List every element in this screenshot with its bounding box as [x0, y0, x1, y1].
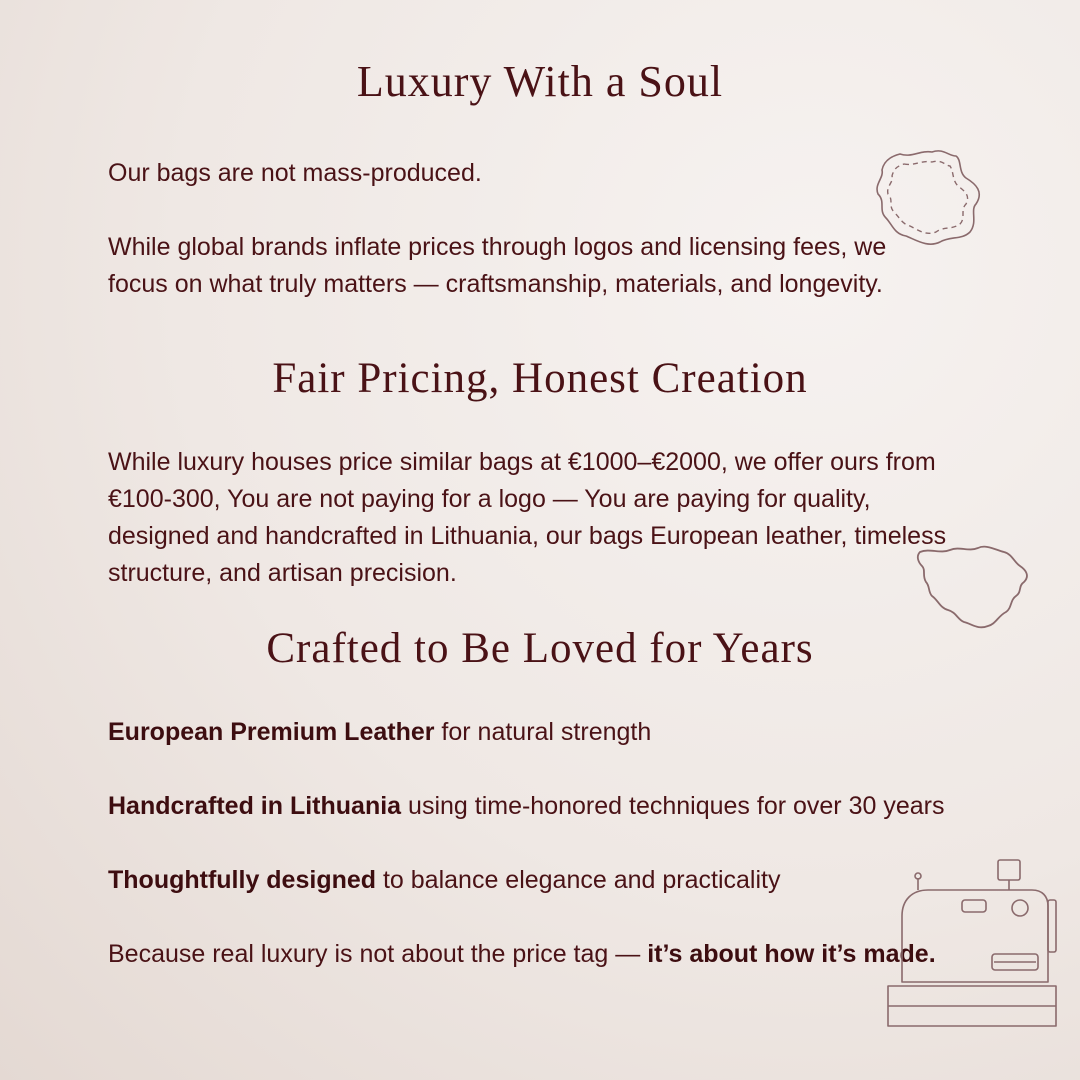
- feature-leather: [108, 714, 651, 751]
- lithuania-map-icon: [912, 540, 1034, 636]
- intro-line: Our bags are not mass-produced.: [108, 159, 482, 187]
- closing-bold: it’s about how it’s made.: [647, 940, 936, 968]
- leather-hide-icon: [872, 144, 984, 248]
- closing-text: Because real luxury is not about the price tag —: [108, 940, 648, 968]
- closing-statement: [108, 936, 936, 973]
- section-title-luxury: Luxury With a Soul: [356, 57, 724, 106]
- feature-designed-bold: Thoughtfully designed: [108, 866, 377, 894]
- pricing-paragraph: While luxury houses price similar bags at €1000–€2000, we offer ours from €100-300, You are not paying for a logo — You are paying for quality, designed and handcrafted in Lithuania, our bags European leather, timeless structure, and artisan precision.: [108, 448, 947, 587]
- feature-designed-text: to balance elegance and practicality: [376, 866, 781, 894]
- feature-handcrafted: [108, 788, 944, 825]
- feature-designed: [108, 862, 780, 899]
- section-title-pricing: Fair Pricing, Honest Creation: [272, 355, 808, 402]
- sewing-machine-icon: [882, 856, 1062, 1032]
- section-title-crafted: Crafted to Be Loved for Years: [266, 625, 814, 672]
- feature-leather-bold: European Premium Leather: [108, 718, 435, 746]
- feature-leather-text: for natural strength: [434, 718, 652, 746]
- intro-paragraph: While global brands inflate prices through logos and licensing fees, we focus on what truly matters — craftsmanship, materials, and longevity.: [108, 233, 887, 298]
- feature-handcrafted-text: using time-honored techniques for over 30 years: [401, 792, 945, 820]
- feature-handcrafted-bold: Handcrafted in Lithuania: [108, 792, 402, 820]
